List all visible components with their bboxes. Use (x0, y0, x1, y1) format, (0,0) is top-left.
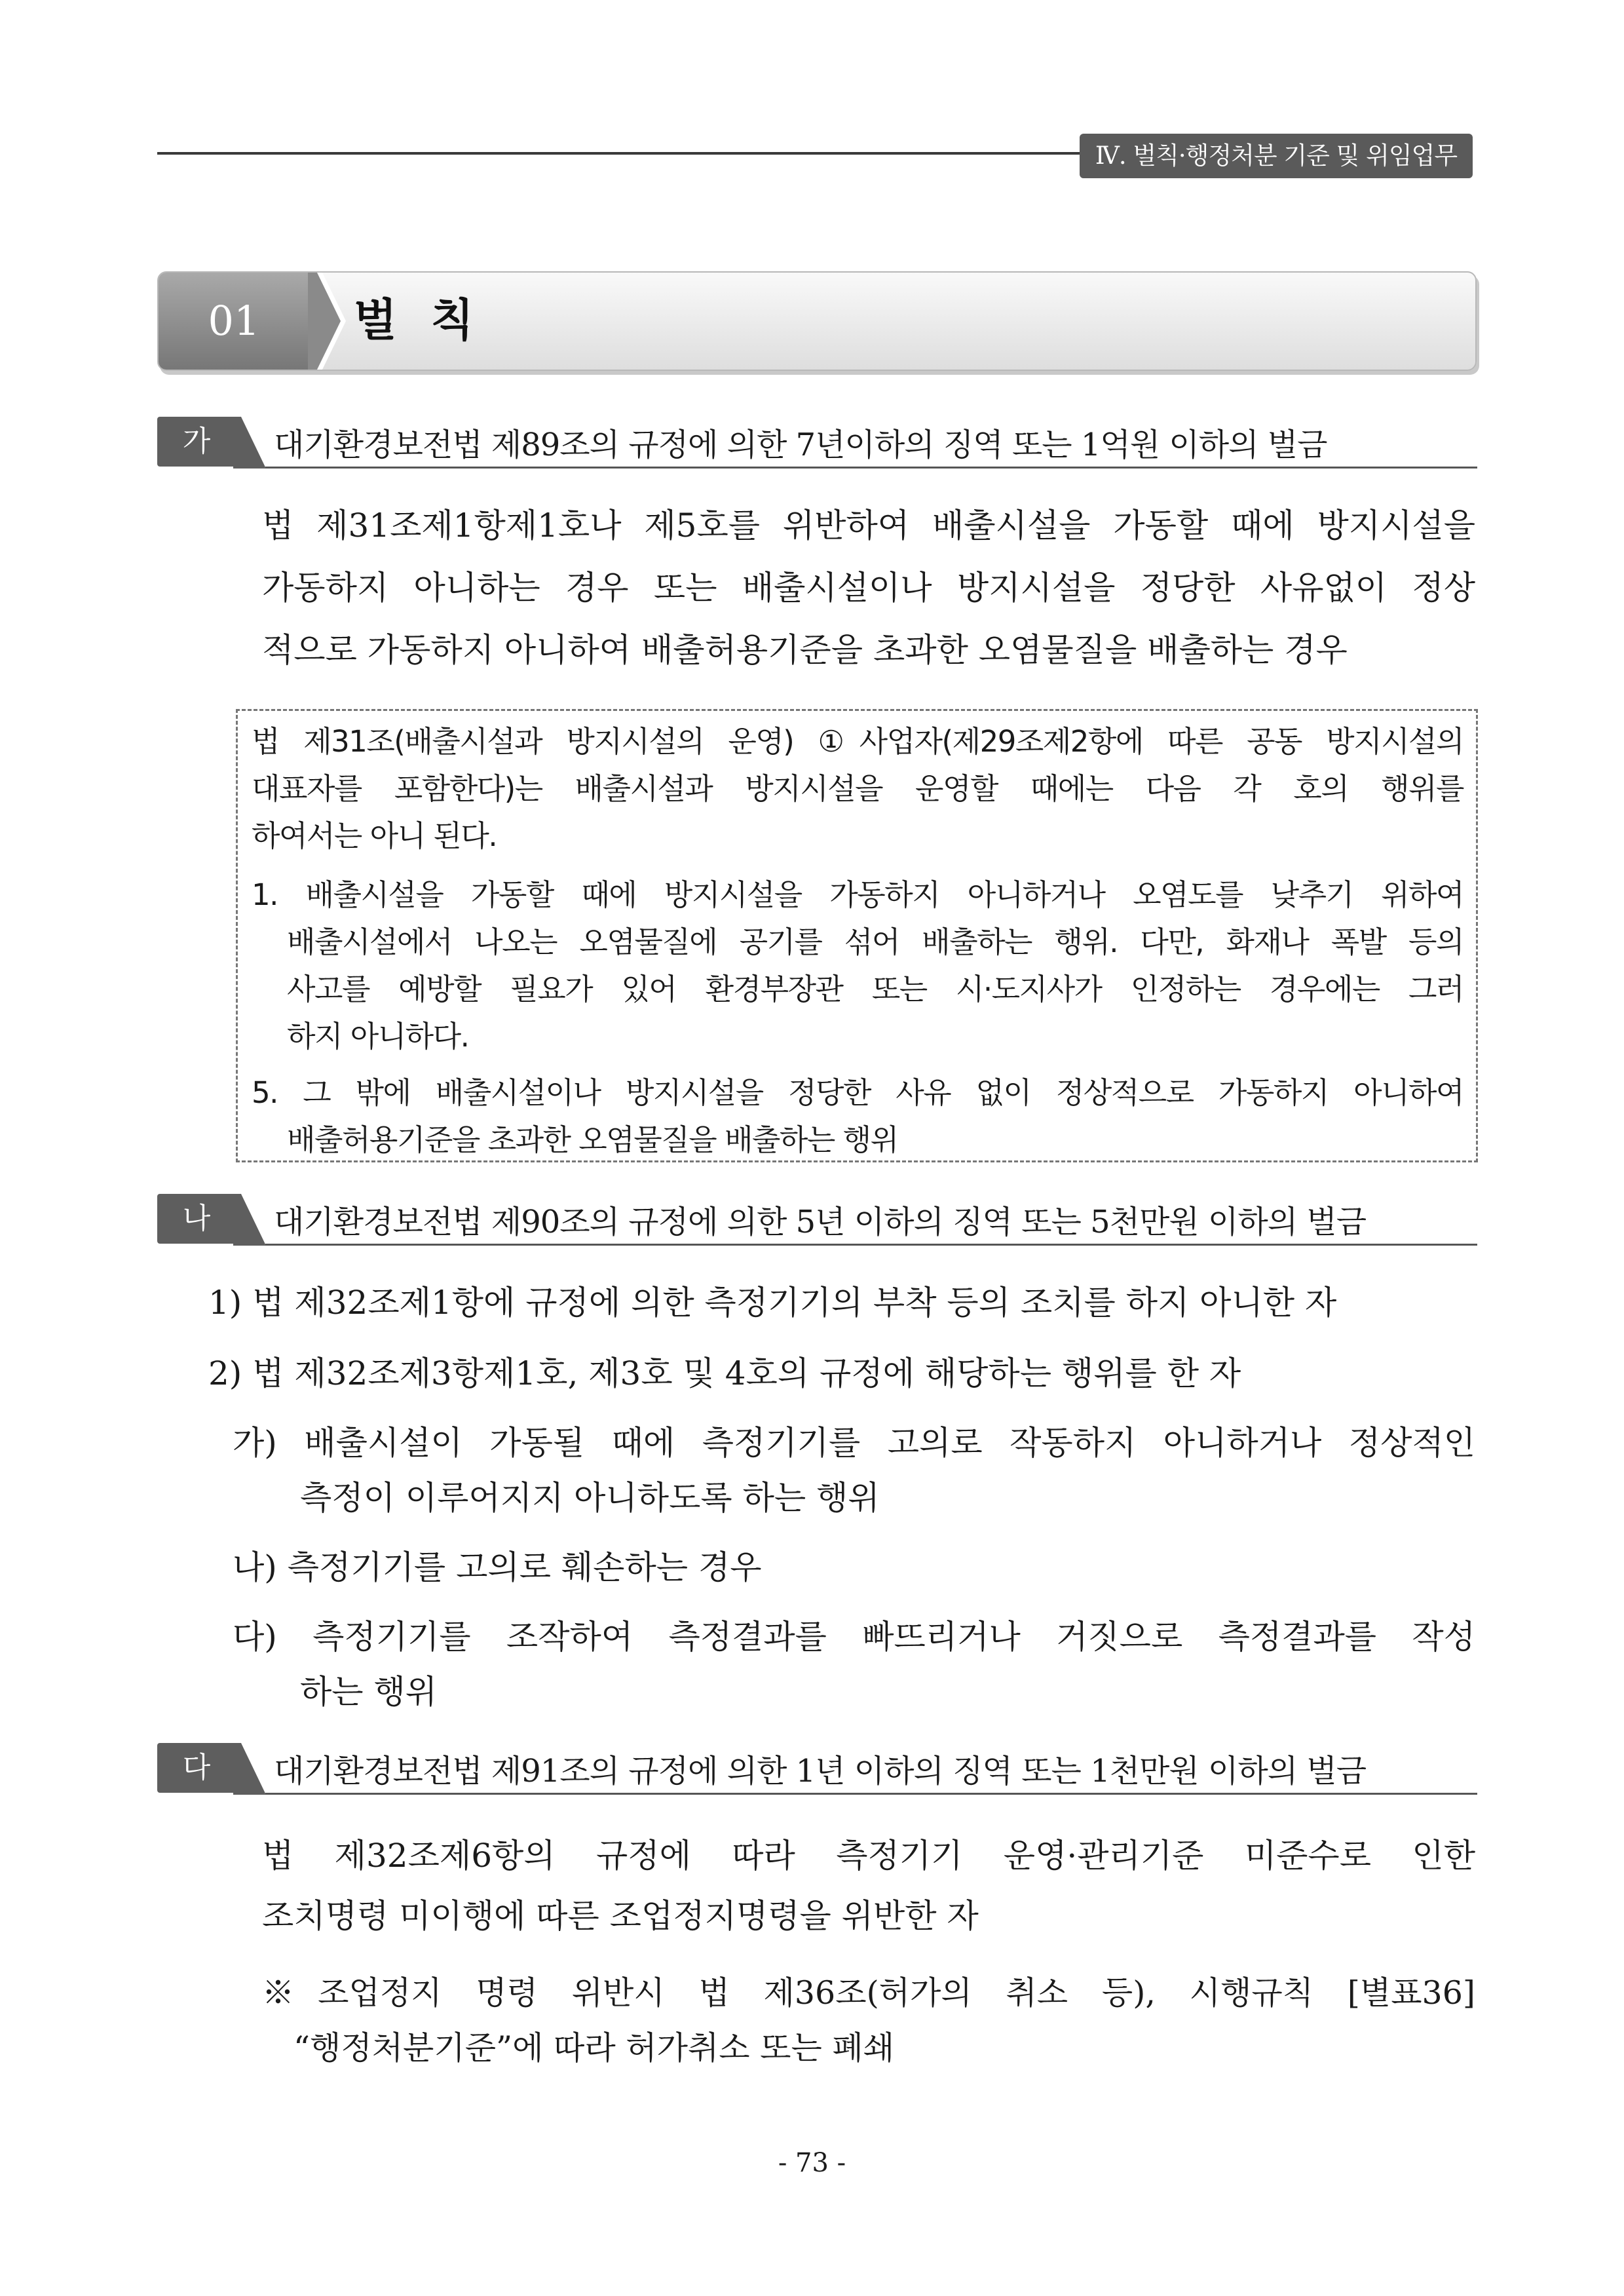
list-subitem-da-cont: 하는 행위 (300, 1673, 438, 1711)
subsection-rule (265, 1244, 1477, 1246)
subsection-heading-da: 대기환경보전법 제91조의 규정에 의한 1년 이하의 징역 또는 1천만원 이하의 벌금 (274, 1753, 1367, 1789)
quote-item-5: 5. 그 밖에 배출시설이나 방지시설을 정당한 사유 없이 정상적으로 가동하지 아니하여 (252, 1075, 1463, 1110)
paragraph-da: 법 제32조제6항의 규정에 따라 측정기기 운영·관리기준 미준수로 인한 조치명령 미이행에 따른 조업정지명령을 위반한 자 (262, 1837, 1475, 1935)
list-subitem-ga: 가) 배출시설이 가동될 때에 측정기기를 고의로 작동하지 아니하거나 정상적인 (233, 1424, 1475, 1462)
subsection-label-da: 다 (157, 1743, 236, 1793)
heading-slant-icon (233, 1194, 267, 1246)
note-line-2: “행정처분기준”에 따라 허가취소 또는 폐쇄 (293, 2029, 895, 2067)
list-subitem-na: 나) 측정기기를 고의로 훼손하는 경우 (233, 1548, 762, 1586)
chapter-tab: Ⅳ. 벌칙·행정처분 기준 및 위임업무 (1080, 134, 1473, 178)
list-subitem-da: 다) 측정기기를 조작하여 측정결과를 빠뜨리거나 거짓으로 측정결과를 작성 (233, 1618, 1475, 1656)
subsection-rule (265, 467, 1477, 469)
subsection-label-ga: 가 (157, 417, 236, 467)
quote-item-1-cont: 배출시설에서 나오는 오염물질에 공기를 섞어 배출하는 행위. 다만, 화재나 폭발 등의 사고를 예방할 필요가 있어 환경부장관 또는 시·도지사가 인정하는 경우에는 그러 하지 아니하다. (287, 925, 1463, 1054)
section-number: 01 (159, 273, 309, 370)
quote-item-5-cont: 배출허용기준을 초과한 오염물질을 배출하는 행위 (287, 1122, 898, 1157)
list-subitem-ga-cont: 측정이 이루어지지 아니하도록 하는 행위 (300, 1479, 880, 1517)
page-number: - 73 - (778, 2148, 846, 2178)
heading-slant-icon (233, 1743, 267, 1795)
list-item-1: 1) 법 제32조제1항에 규정에 의한 측정기기의 부착 등의 조치를 하지 아니한 자 (208, 1284, 1337, 1322)
paragraph-ga: 법 제31조제1항제1호나 제5호를 위반하여 배출시설을 가동할 때에 방지시설을 가동하지 아니하는 경우 또는 배출시설이나 방지시설을 정당한 사유없이 정상 적으로 가동하지 아니하여 배출허용기준을 초과한 오염물질을 배출하는 경우 (262, 507, 1475, 669)
header-rule (157, 152, 1101, 155)
section-title: 벌 칙 (354, 295, 483, 347)
subsection-heading-na: 대기환경보전법 제90조의 규정에 의한 5년 이하의 징역 또는 5천만원 이하의 벌금 (274, 1204, 1367, 1240)
quote-intro: 법 제31조(배출시설과 방지시설의 운영) ①사업자(제29조제2항에 따른 공동 방지시설의 대표자를 포함한다)는 배출시설과 방지시설을 운영할 때에는 다음 각 호의 행위를 하여서는 아니 된다. (252, 724, 1463, 853)
subsection-label-na: 나 (157, 1194, 236, 1244)
quote-item-1: 1. 배출시설을 가동할 때에 방지시설을 가동하지 아니하거나 오염도를 낮추기 위하여 (252, 877, 1463, 912)
heading-slant-icon (233, 417, 267, 469)
banner-arrow-icon (308, 273, 349, 370)
subsection-rule (265, 1793, 1477, 1795)
note-line-1: ※조업정지 명령 위반시 법 제36조(허가의 취소 등), 시행규칙 [별표36] (262, 1974, 1475, 2012)
subsection-heading-ga: 대기환경보전법 제89조의 규정에 의한 7년이하의 징역 또는 1억원 이하의 벌금 (274, 427, 1327, 463)
list-item-2: 2) 법 제32조제3항제1호, 제3호 및 4호의 규정에 해당하는 행위를 한 자 (208, 1354, 1241, 1392)
